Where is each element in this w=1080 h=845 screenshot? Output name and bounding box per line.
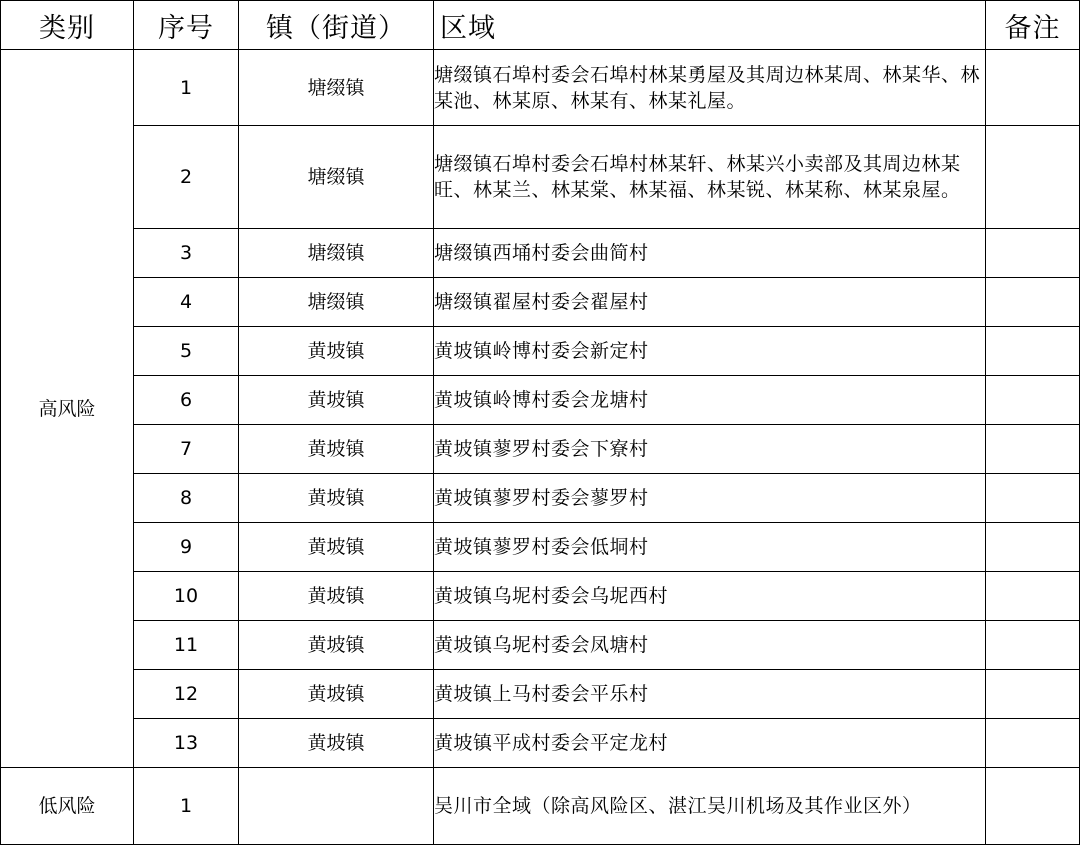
cell-seq: 5 (134, 327, 239, 376)
cell-seq: 10 (134, 572, 239, 621)
cell-town: 黄坡镇 (239, 425, 434, 474)
cell-area: 塘缀镇西埇村委会曲简村 (434, 229, 986, 278)
cell-seq: 12 (134, 670, 239, 719)
cell-seq: 9 (134, 523, 239, 572)
cell-area: 黄坡镇乌坭村委会乌坭西村 (434, 572, 986, 621)
cell-seq: 13 (134, 719, 239, 768)
table-row (1, 327, 1080, 376)
cell-seq: 6 (134, 376, 239, 425)
cell-area: 黄坡镇平成村委会平定龙村 (434, 719, 986, 768)
cell-remark (986, 670, 1080, 719)
cell-area: 黄坡镇蓼罗村委会蓼罗村 (434, 474, 986, 523)
header-area: 区域 (434, 1, 986, 50)
table-row (1, 126, 1080, 229)
cell-seq: 7 (134, 425, 239, 474)
table-row (1, 50, 1080, 126)
cell-town: 黄坡镇 (239, 327, 434, 376)
table-row (1, 572, 1080, 621)
cell-remark (986, 523, 1080, 572)
cell-seq: 1 (134, 50, 239, 126)
cell-area: 塘缀镇石埠村委会石埠村林某轩、林某兴小卖部及其周边林某旺、林某兰、林某棠、林某福、林某锐、林某称、林某泉屋。 (434, 126, 986, 229)
cell-remark (986, 376, 1080, 425)
cell-remark (986, 572, 1080, 621)
cell-area: 黄坡镇蓼罗村委会低垌村 (434, 523, 986, 572)
header-town: 镇（街道） (239, 1, 434, 50)
cell-remark (986, 425, 1080, 474)
table-row (1, 278, 1080, 327)
cell-area: 塘缀镇石埠村委会石埠村林某勇屋及其周边林某周、林某华、林某池、林某原、林某有、林某礼屋。 (434, 50, 986, 126)
cell-remark (986, 768, 1080, 845)
table-row (1, 670, 1080, 719)
table-row (1, 523, 1080, 572)
header-remark: 备注 (986, 1, 1080, 50)
category-high-risk: 高风险 (1, 50, 134, 768)
cell-remark (986, 327, 1080, 376)
cell-town: 黄坡镇 (239, 719, 434, 768)
cell-remark (986, 50, 1080, 126)
cell-remark (986, 474, 1080, 523)
header-row (1, 1, 1080, 50)
cell-town: 黄坡镇 (239, 474, 434, 523)
category-low-risk: 低风险 (1, 768, 134, 845)
header-seq: 序号 (134, 1, 239, 50)
cell-town: 黄坡镇 (239, 376, 434, 425)
table-row (1, 719, 1080, 768)
table-row (1, 474, 1080, 523)
cell-town: 黄坡镇 (239, 523, 434, 572)
cell-town: 塘缀镇 (239, 278, 434, 327)
table-row (1, 376, 1080, 425)
cell-seq: 8 (134, 474, 239, 523)
cell-remark (986, 229, 1080, 278)
cell-area: 黄坡镇岭博村委会龙塘村 (434, 376, 986, 425)
table-row (1, 621, 1080, 670)
cell-town: 塘缀镇 (239, 126, 434, 229)
cell-area: 塘缀镇翟屋村委会翟屋村 (434, 278, 986, 327)
cell-town: 黄坡镇 (239, 621, 434, 670)
cell-area: 吴川市全域（除高风险区、湛江吴川机场及其作业区外） (434, 768, 986, 845)
table-row (1, 425, 1080, 474)
cell-remark (986, 278, 1080, 327)
cell-town: 黄坡镇 (239, 670, 434, 719)
cell-remark (986, 621, 1080, 670)
table-row (1, 229, 1080, 278)
cell-seq: 1 (134, 768, 239, 845)
cell-area: 黄坡镇蓼罗村委会下寮村 (434, 425, 986, 474)
cell-seq: 3 (134, 229, 239, 278)
cell-town: 黄坡镇 (239, 572, 434, 621)
cell-seq: 11 (134, 621, 239, 670)
cell-town: 塘缀镇 (239, 229, 434, 278)
cell-town: 塘缀镇 (239, 50, 434, 126)
header-category: 类别 (1, 1, 134, 50)
cell-area: 黄坡镇乌坭村委会凤塘村 (434, 621, 986, 670)
table-row (1, 768, 1080, 845)
cell-seq: 4 (134, 278, 239, 327)
cell-town (239, 768, 434, 845)
cell-area: 黄坡镇岭博村委会新定村 (434, 327, 986, 376)
cell-remark (986, 719, 1080, 768)
cell-area: 黄坡镇上马村委会平乐村 (434, 670, 986, 719)
cell-remark (986, 126, 1080, 229)
cell-seq: 2 (134, 126, 239, 229)
